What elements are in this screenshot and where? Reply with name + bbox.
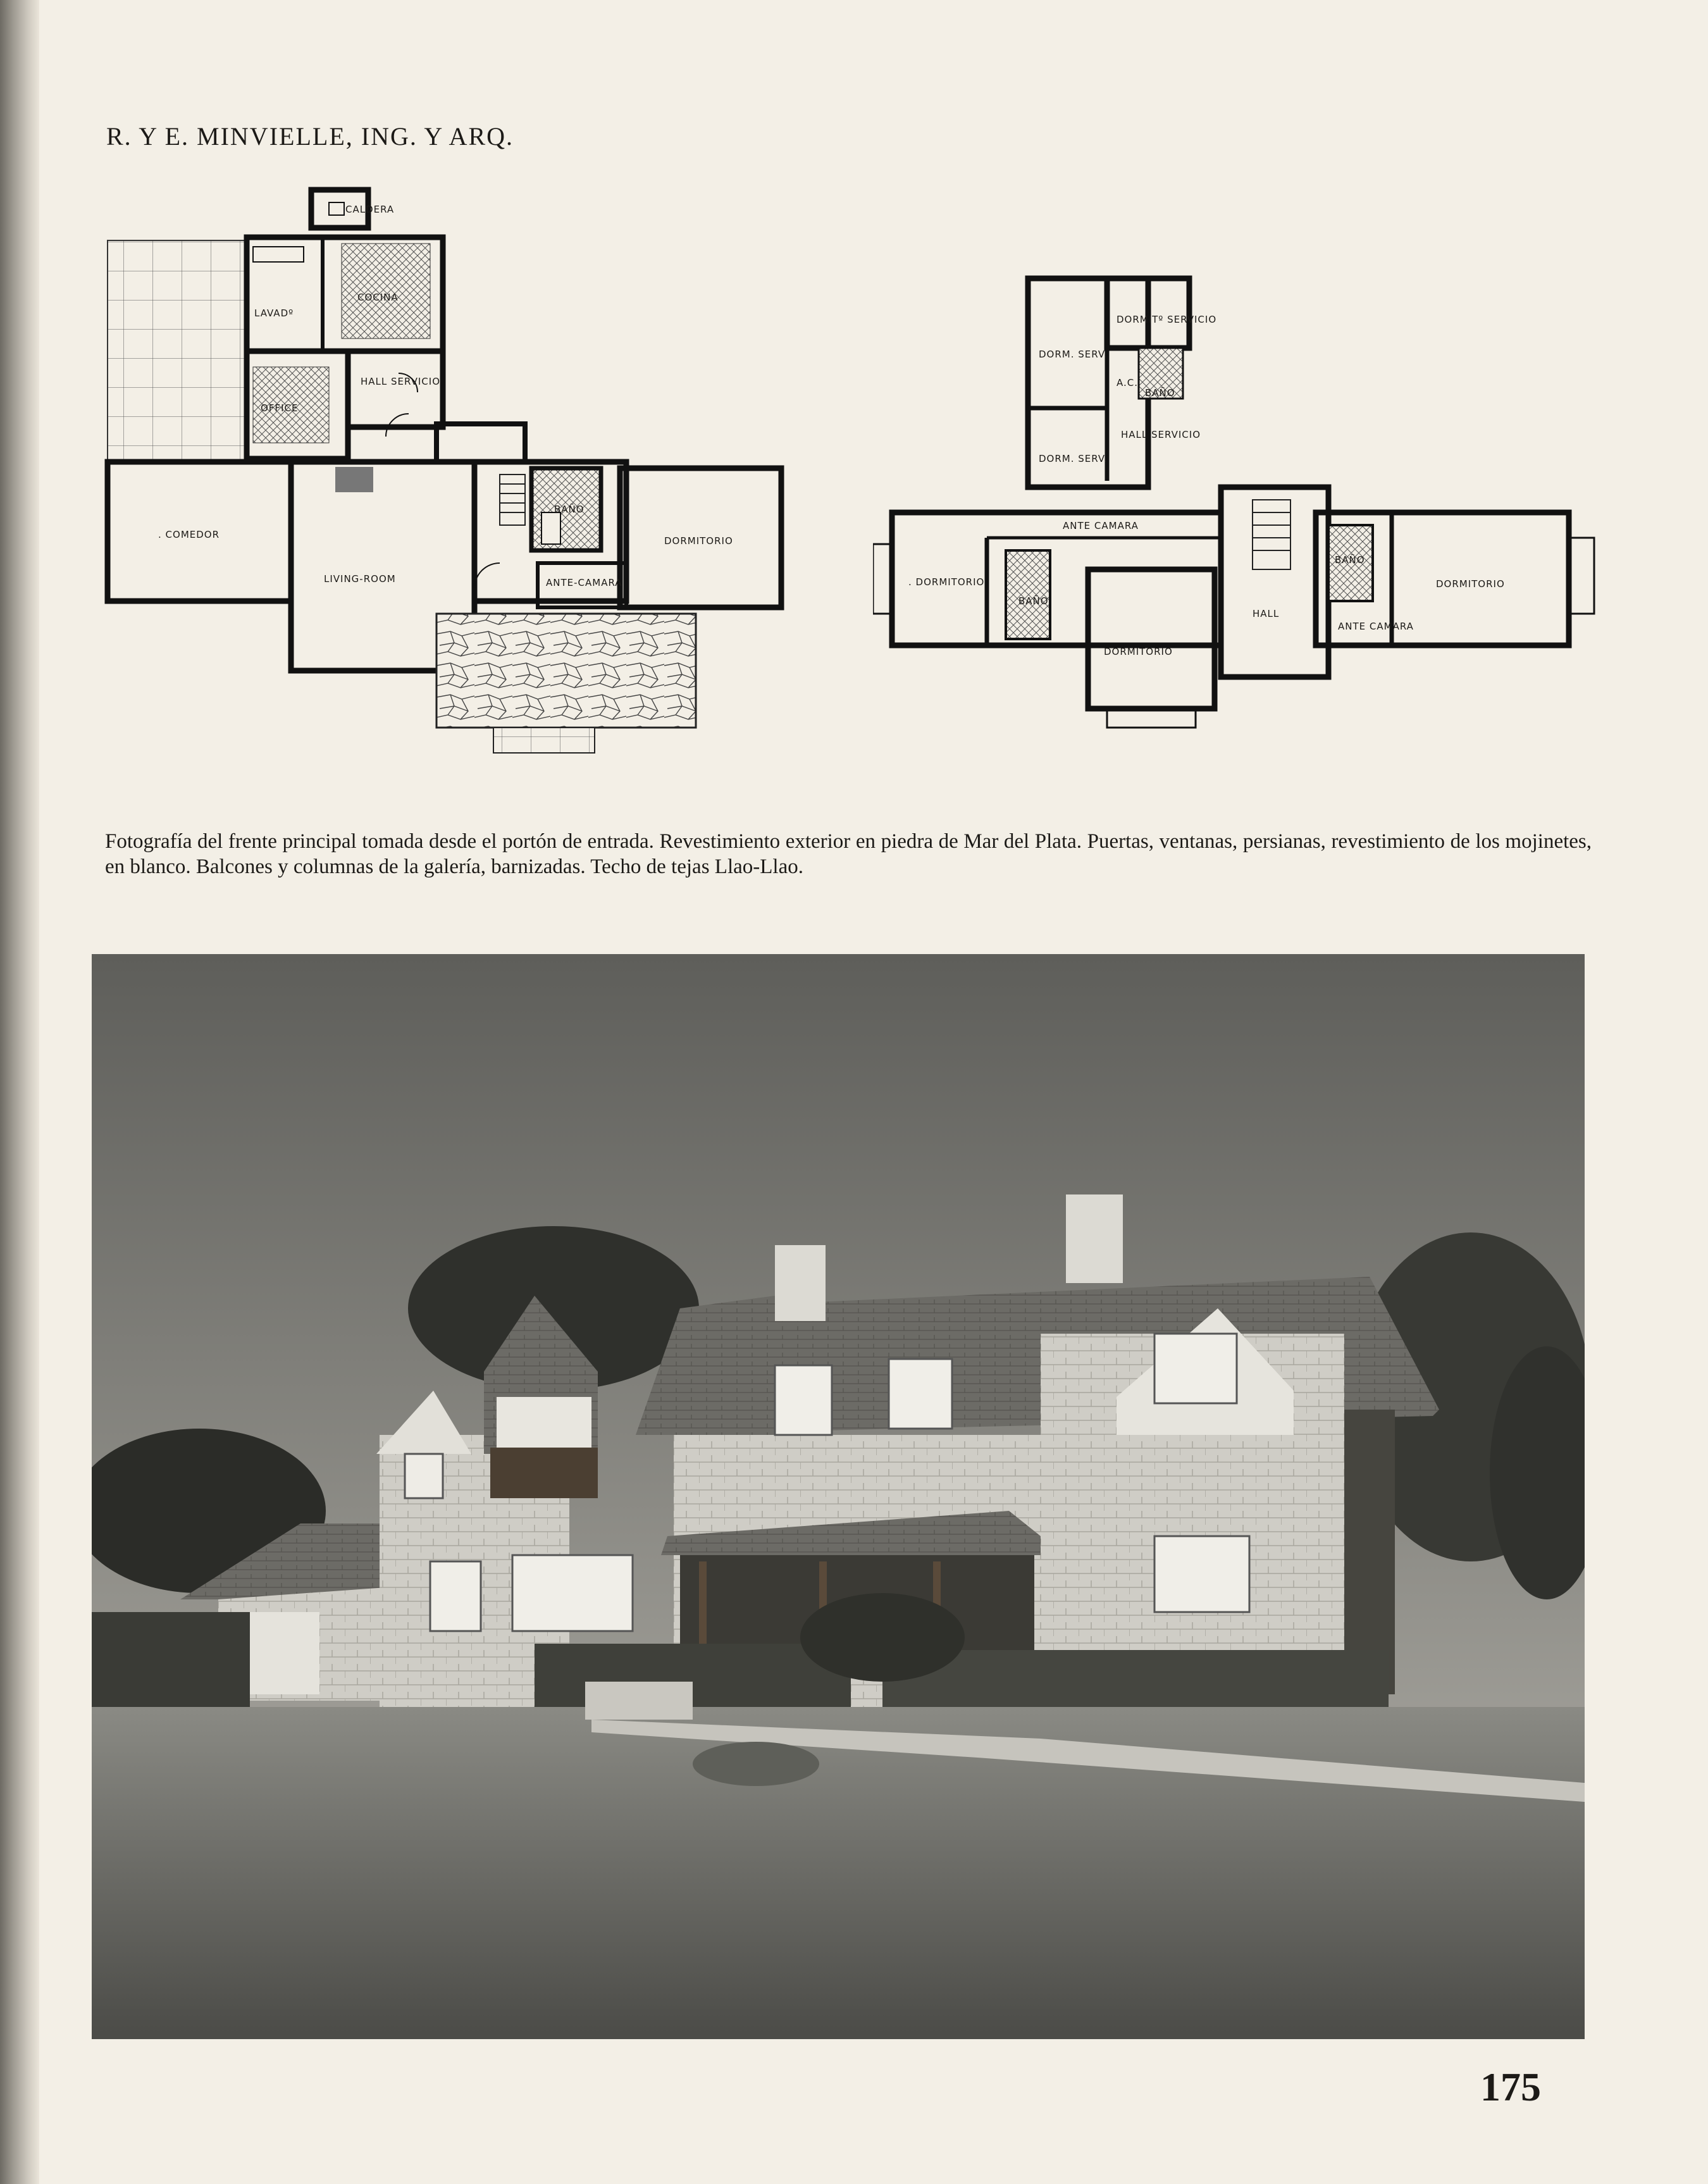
- dormit-servicio-label: DORMITº SERVICIO: [1117, 314, 1217, 325]
- living-room-label: LIVING-ROOM: [324, 573, 396, 585]
- page-number: 175: [1480, 2064, 1541, 2109]
- bano-servicio-label: BAÑO: [1145, 387, 1175, 399]
- ante-camara-right-label: ANTE CAMARA: [1338, 621, 1414, 632]
- comedor-label: . COMEDOR: [158, 529, 220, 540]
- bano-right-label: BAÑO: [1335, 554, 1365, 566]
- dormitorio-right-label: DORMITORIO: [1436, 578, 1505, 590]
- ground-floor-plan: [95, 183, 797, 766]
- bano-left-label: BAÑO: [1018, 595, 1049, 607]
- house-front-photograph: [92, 954, 1585, 2039]
- bano-label: BAÑO: [554, 504, 585, 515]
- photo-caption: Fotografía del frente principal tomada desde el portón de entrada. Revestimiento exterior en piedra de Mar del Plata. Puertas, ventanas, persianas, revestimiento de los mojinetes, en blanco. Balcones y columnas de la galería, barnizadas. Techo de tejas Llao-Llao.: [105, 830, 1592, 878]
- dormitorio-label: DORMITORIO: [664, 535, 733, 547]
- lavadero-label: LAVADº: [254, 307, 294, 319]
- upper-floor-plan: [873, 272, 1607, 766]
- office-label: OFFICE: [261, 402, 299, 414]
- hall-servicio-label: HALL SERVICIO: [361, 376, 441, 387]
- hall-2-label: HALL: [1253, 608, 1280, 619]
- dormitorio-center-label: DORMITORIO: [1104, 646, 1173, 657]
- page-header: R. Y E. MINVIELLE, ING. Y ARQ.: [106, 122, 514, 151]
- book-binding-edge: [0, 0, 39, 2184]
- caldera-label: CALDERA: [345, 204, 395, 215]
- hall-servicio-2-label: HALL SERVICIO: [1121, 429, 1201, 440]
- dormitorio-left-label: . DORMITORIO: [908, 576, 985, 588]
- dorm-serv-1-label: DORM. SERV.: [1039, 349, 1108, 360]
- cocina-label: COCINA: [357, 292, 399, 303]
- dorm-serv-2-label: DORM. SERV.: [1039, 453, 1108, 464]
- ante-camara-label: ANTE-CAMARA: [546, 577, 622, 588]
- ante-camara-2-label: ANTE CAMARA: [1063, 520, 1139, 531]
- ac-label: A.C.: [1117, 377, 1139, 388]
